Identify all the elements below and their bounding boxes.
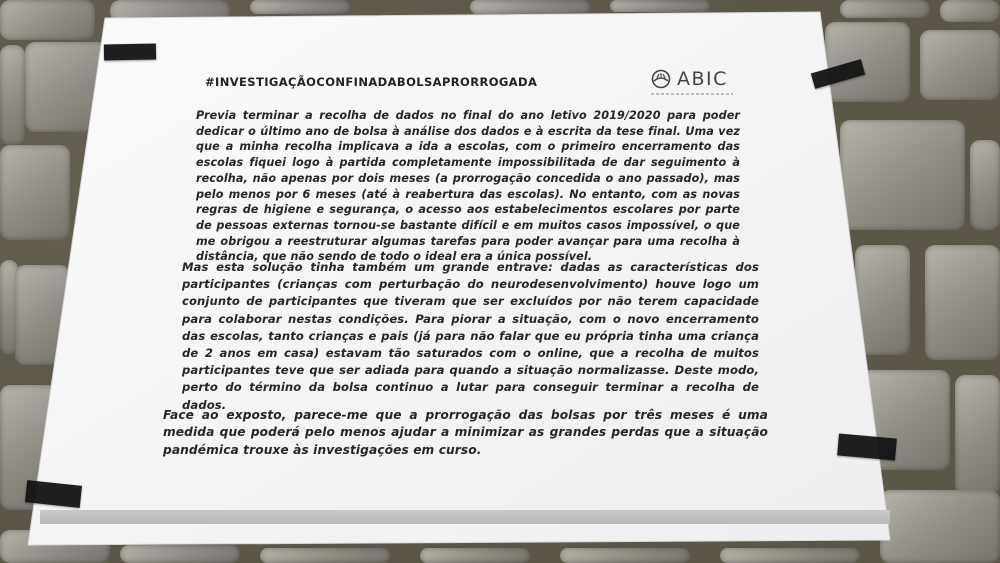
paragraph-1: Previa terminar a recolha de dados no final do ano letivo 2019/2020 para poder dedicar o último ano de bolsa à análise dos dados e à escrita da tese final. Uma vez que a minha recolha implicava a ida a escolas, com o primeiro encerramento das escolas fiquei logo à partida completamente impossibilitada de dar seguimento à recolha, não apenas por dois meses (a prorrogação concedida o ano passado), mas pelo menos por 6 meses (até à reabertura das escolas). No entanto, com as novas regras de higiene e segurança, o acesso aos estabelecimentos escolares por parte de pessoas externas tornou-se bastante difícil e em muitos casos impossível, o que me obrigou a reestruturar algumas tarefas para poder avançar para uma recolha à distância, que não sendo de todo o ideal era a única possível. [196, 109, 740, 264]
tape-top-left [104, 44, 156, 61]
paragraph-3: Face ao exposto, parece-me que a prorrogação das bolsas por três meses é uma medida que poderá pelo menos ajudar a minimizar as grandes perdas que a situação pandémica trouxe às investigações em curso. [163, 408, 768, 457]
abic-logo-text: ABIC [677, 68, 728, 90]
footer-bar [40, 510, 890, 524]
abic-logo-icon [651, 69, 671, 89]
hashtag-heading: #INVESTIGAÇÃOCONFINADABOLSAPRORROGADA [205, 75, 538, 89]
abic-logo [651, 68, 728, 90]
paragraph-2: Mas esta solução tinha também um grande entrave: dadas as características dos participantes (crianças com perturbação do neurodesenvolvimento) houve logo um conjunto de participantes que tiveram que ser excluídos por não terem capacidade para colaborar nestas condições. Para piorar a situação, com o novo encerramento das escolas, tanto crianças e pais (já para não falar que eu própria tinha uma criança de 2 anos em casa) estavam tão saturados com o online, que a recolha de muitos participantes teve que ser adiada para quando a situação normalizasse. Deste modo, perto do término da bolsa continuo a lutar para conseguir terminar a recolha de dados. [182, 260, 759, 412]
logo-subline [651, 93, 733, 95]
